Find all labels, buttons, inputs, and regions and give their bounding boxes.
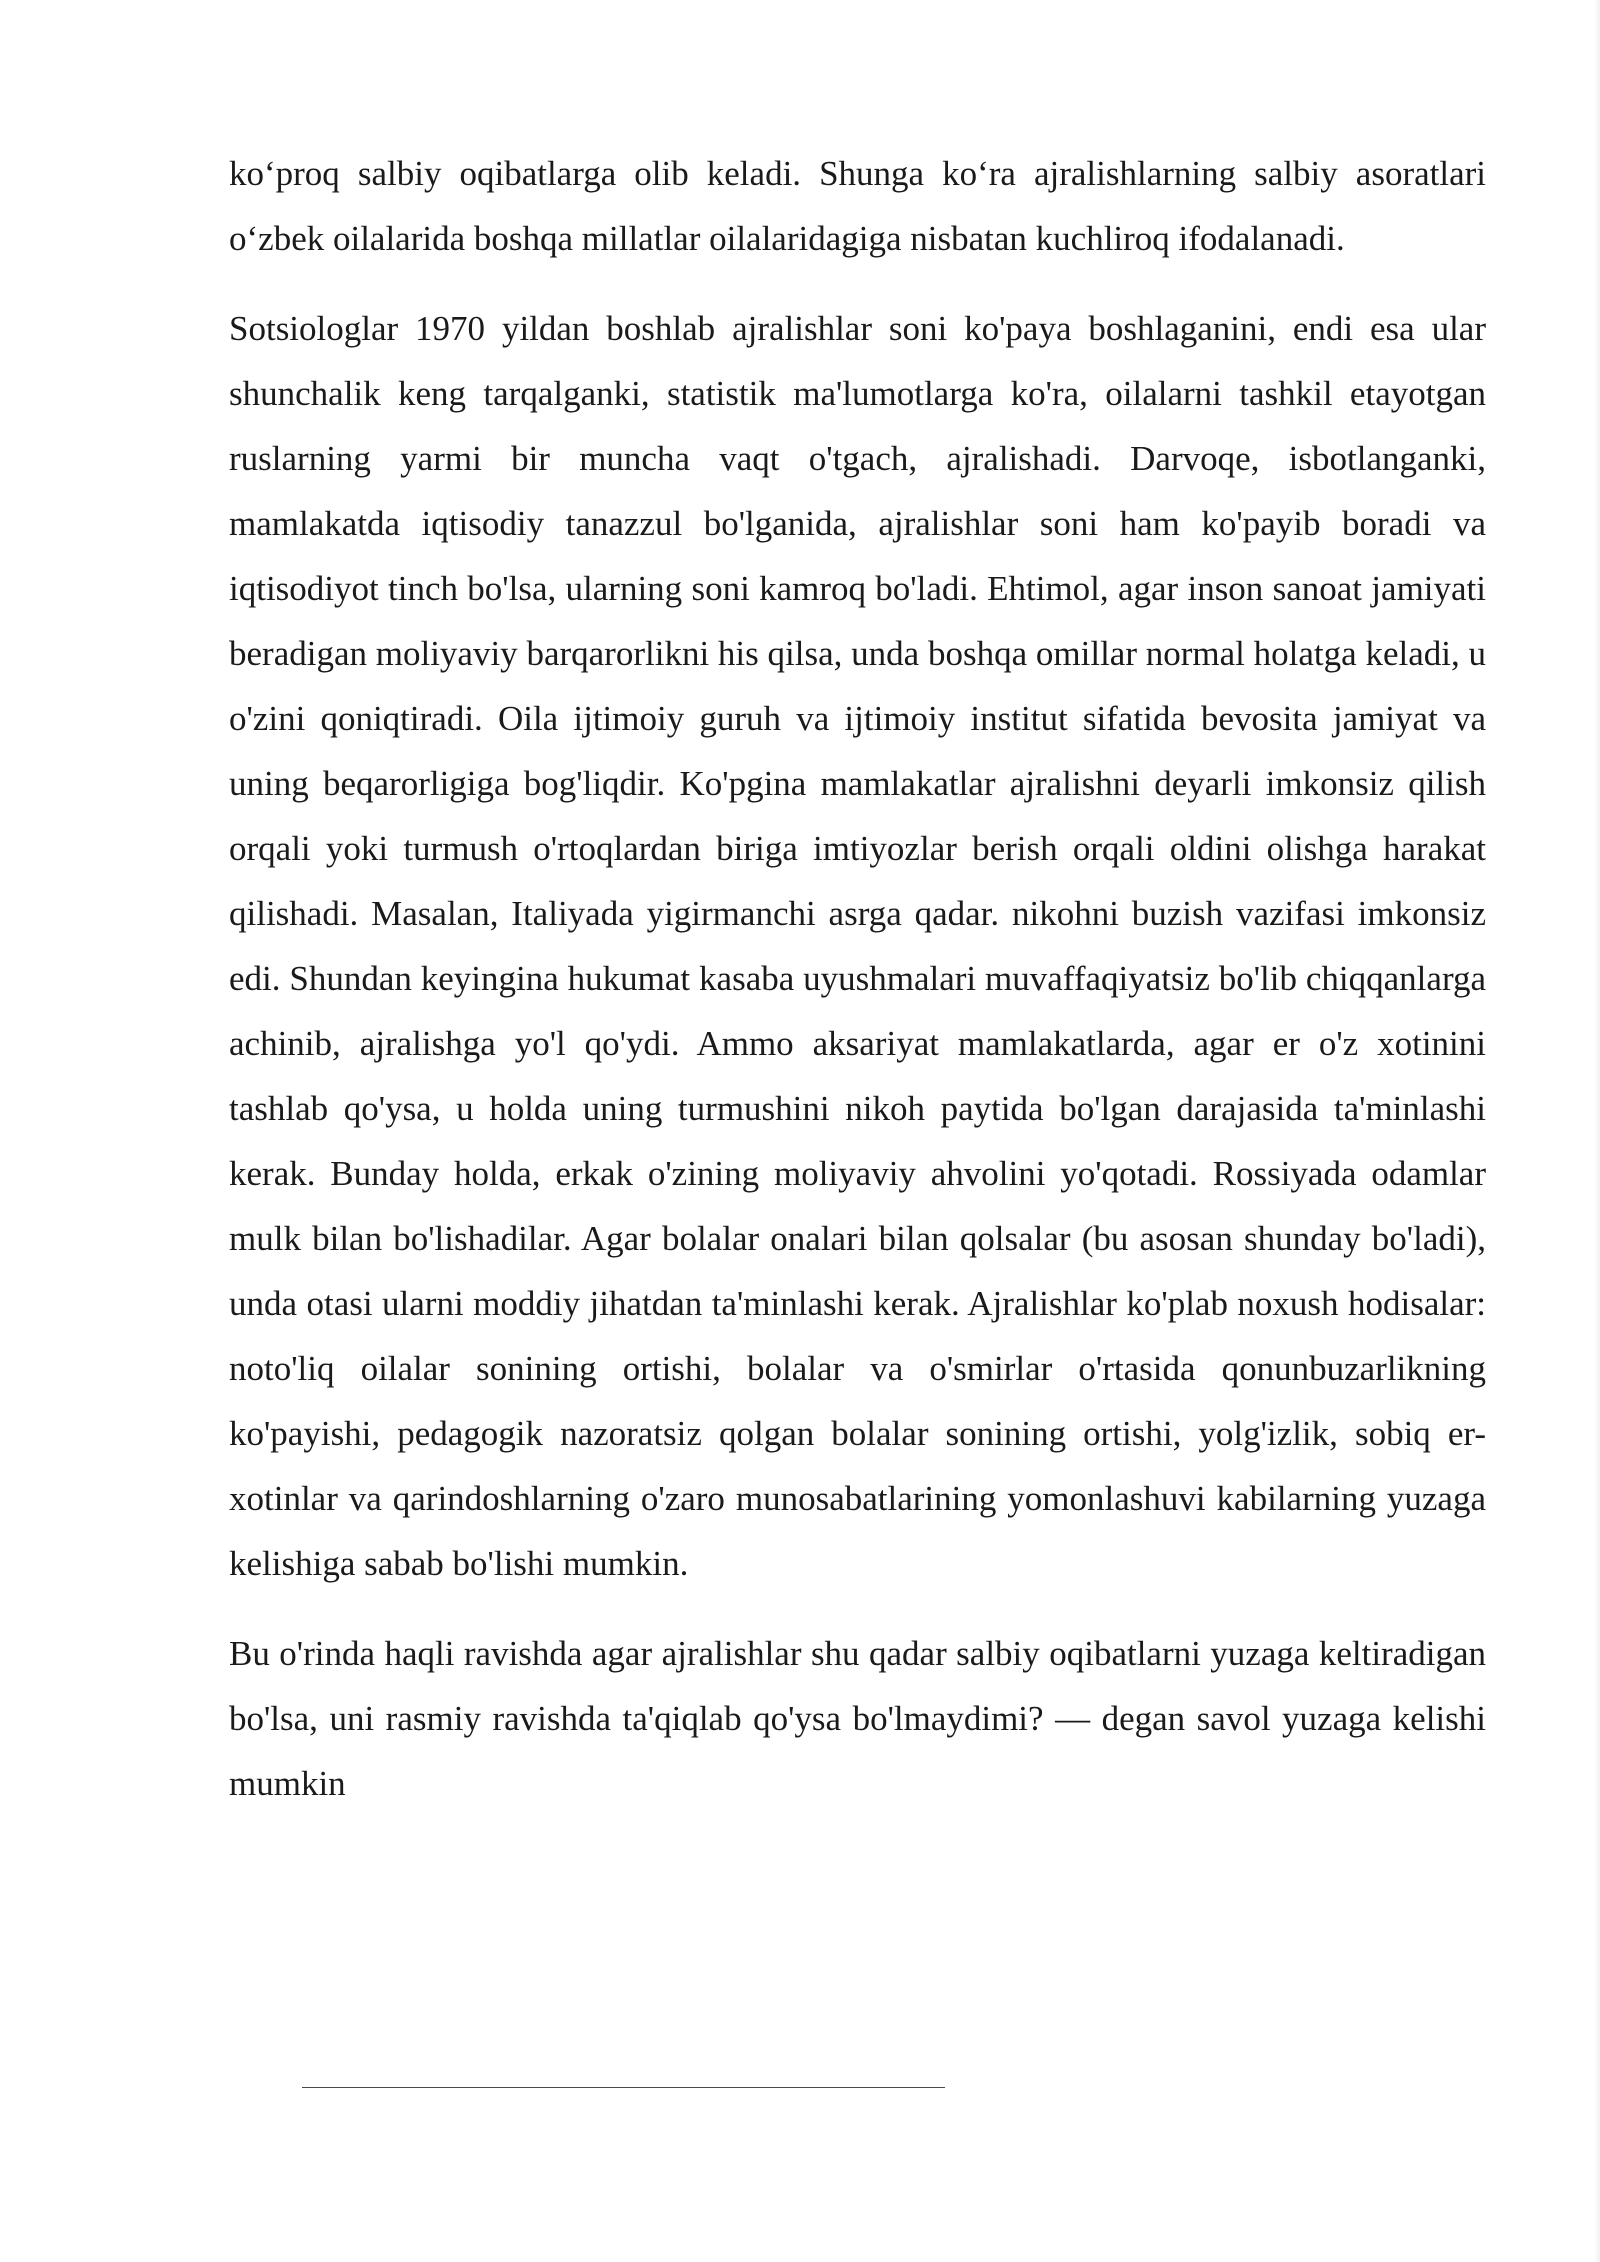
page-edge-shadow [1594, 0, 1600, 2262]
body-text [229, 141, 1486, 1841]
paragraph-2: Sotsiologlar 1970 yildan boshlab ajralishlar soni ko'paya boshlaganini, endi esa ular shunchalik keng tarqalganki, statistik ma'lumotlarga ko'ra, oilalarni tashkil etayotgan ruslarning yarmi bir muncha vaqt o'tgach, ajralishadi. Darvoqe, isbotlanganki, mamlakatda iqtisodiy tanazzul bo'lganida, ajralishlar soni ham ko'payib boradi va iqtisodiyot tinch bo'lsa, ularning soni kamroq bo'ladi. Ehtimol, agar inson sanoat jamiyati beradigan moliyaviy barqarorlikni his qilsa, unda boshqa omillar normal holatga keladi, u o'zini qoniqtiradi. Oila ijtimoiy guruh va ijtimoiy institut sifatida bevosita jamiyat va uning beqarorligiga bog'liqdir. Ko'pgina mamlakatlar ajralishni deyarli imkonsiz qilish orqali yoki turmush o'rtoqlardan biriga imtiyozlar berish orqali oldini olishga harakat qilishadi. Masalan, Italiyada yigirmanchi asrga qadar. nikohni buzish vazifasi imkonsiz edi. Shundan keyingina hukumat kasaba uyushmalari muvaffaqiyatsiz bo'lib chiqqanlarga achinib, ajralishga yo'l qo'ydi. Ammo aksariyat mamlakatlarda, agar er o'z xotinini tashlab qo'ysa, u holda uning turmushini nikoh paytida bo'lgan darajasida ta'minlashi kerak. Bunday holda, erkak o'zining moliyaviy ahvolini yo'qotadi. Rossiyada odamlar mulk bilan bo'lishadilar. Agar bolalar onalari bilan qolsalar (bu asosan shunday bo'ladi), unda otasi ularni moddiy jihatdan ta'minlashi kerak. Ajralishlar ko'plab noxush hodisalar: noto'liq oilalar sonining ortishi, bolalar va o'smirlar o'rtasida qonunbuzarlikning ko'payishi, pedagogik nazoratsiz qolgan bolalar sonining ortishi, yolg'izlik, sobiq er-xotinlar va qarindoshlarning o'zaro munosabatlarining yomonlashuvi kabilarning yuzaga kelishiga sabab bo'lishi mumkin. [229, 309, 1486, 1583]
footnote-separator [302, 2087, 945, 2088]
paragraph-3: Bu o'rinda haqli ravishda agar ajralishlar shu qadar salbiy oqibatlarni yuzaga keltiradigan bo'lsa, uni rasmiy ravishda ta'qiqlab qo'ysa bo'lmaydimi? — degan savol yuzaga kelishi mumkin [229, 1634, 1486, 1803]
paragraph-1: ko‘proq salbiy oqibatlarga olib keladi. Shunga ko‘ra ajralishlarning salbiy asoratlari o‘zbek oilalarida boshqa millatlar oilalaridagiga nisbatan kuchliroq ifodalanadi. [229, 154, 1486, 258]
